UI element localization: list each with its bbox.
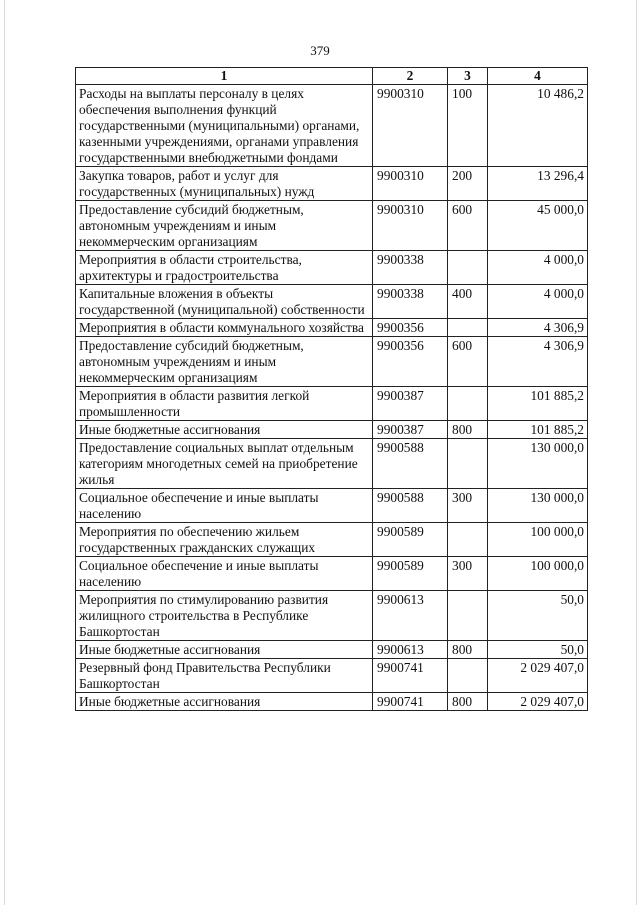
row-amount-cell: 101 885,2 bbox=[488, 421, 588, 439]
row-type-cell: 400 bbox=[448, 285, 488, 319]
row-name-cell: Мероприятия в области строительства, архитектуры и градостроительства bbox=[76, 251, 373, 285]
row-amount-cell: 100 000,0 bbox=[488, 557, 588, 591]
header-row bbox=[76, 68, 588, 85]
page-number: 379 bbox=[310, 43, 330, 58]
row-name-cell: Иные бюджетные ассигнования bbox=[76, 693, 373, 711]
row-amount-cell: 4 306,9 bbox=[488, 337, 588, 387]
row-name-cell: Мероприятия в области развития легкой промышленности bbox=[76, 387, 373, 421]
row-type-cell: 600 bbox=[448, 201, 488, 251]
table-row bbox=[76, 421, 588, 439]
row-amount-cell: 45 000,0 bbox=[488, 201, 588, 251]
table-row bbox=[76, 285, 588, 319]
row-code-cell: 9900588 bbox=[373, 439, 448, 489]
row-name-cell: Социальное обеспечение и иные выплаты населению bbox=[76, 489, 373, 523]
row-type-cell: 800 bbox=[448, 693, 488, 711]
row-name-cell: Предоставление социальных выплат отдельным категориям многодетных семей на приобретение жилья bbox=[76, 439, 373, 489]
table-row bbox=[76, 387, 588, 421]
row-code-cell: 9900338 bbox=[373, 251, 448, 285]
table-row bbox=[76, 201, 588, 251]
table-row bbox=[76, 439, 588, 489]
table-header bbox=[76, 68, 588, 85]
row-type-cell bbox=[448, 387, 488, 421]
row-name-cell: Социальное обеспечение и иные выплаты населению bbox=[76, 557, 373, 591]
scan-left-edge bbox=[4, 0, 5, 905]
row-code-cell: 9900356 bbox=[373, 337, 448, 387]
row-type-cell: 200 bbox=[448, 167, 488, 201]
row-name-cell: Резервный фонд Правительства Республики Башкортостан bbox=[76, 659, 373, 693]
table-row bbox=[76, 557, 588, 591]
row-code-cell: 9900741 bbox=[373, 693, 448, 711]
row-amount-cell: 50,0 bbox=[488, 591, 588, 641]
scan-right-edge bbox=[636, 0, 637, 905]
row-amount-cell: 130 000,0 bbox=[488, 439, 588, 489]
row-amount-cell: 4 000,0 bbox=[488, 251, 588, 285]
table-row bbox=[76, 641, 588, 659]
row-code-cell: 9900310 bbox=[373, 85, 448, 167]
table-row bbox=[76, 591, 588, 641]
row-amount-cell: 50,0 bbox=[488, 641, 588, 659]
row-amount-cell: 100 000,0 bbox=[488, 523, 588, 557]
row-amount-cell: 10 486,2 bbox=[488, 85, 588, 167]
row-type-cell: 800 bbox=[448, 421, 488, 439]
row-type-cell: 300 bbox=[448, 557, 488, 591]
row-code-cell: 9900356 bbox=[373, 319, 448, 337]
header-col-3: 3 bbox=[448, 68, 488, 85]
row-name-cell: Капитальные вложения в объекты государственной (муниципальной) собственности bbox=[76, 285, 373, 319]
table-row bbox=[76, 659, 588, 693]
row-code-cell: 9900588 bbox=[373, 489, 448, 523]
row-name-cell: Мероприятия по стимулированию развития жилищного строительства в Республике Башкортостан bbox=[76, 591, 373, 641]
row-name-cell: Закупка товаров, работ и услуг для государственных (муниципальных) нужд bbox=[76, 167, 373, 201]
row-code-cell: 9900338 bbox=[373, 285, 448, 319]
row-type-cell bbox=[448, 251, 488, 285]
row-code-cell: 9900741 bbox=[373, 659, 448, 693]
row-code-cell: 9900589 bbox=[373, 523, 448, 557]
table-row bbox=[76, 693, 588, 711]
row-name-cell: Мероприятия в области коммунального хозяйства bbox=[76, 319, 373, 337]
row-name-cell: Иные бюджетные ассигнования bbox=[76, 421, 373, 439]
row-code-cell: 9900310 bbox=[373, 201, 448, 251]
table-row bbox=[76, 337, 588, 387]
row-type-cell bbox=[448, 523, 488, 557]
header-col-4: 4 bbox=[488, 68, 588, 85]
table-row bbox=[76, 85, 588, 167]
row-amount-cell: 13 296,4 bbox=[488, 167, 588, 201]
row-name-cell: Предоставление субсидий бюджетным, автономным учреждениям и иным некоммерческим организациям bbox=[76, 337, 373, 387]
row-amount-cell: 2 029 407,0 bbox=[488, 693, 588, 711]
row-name-cell: Мероприятия по обеспечению жильем государственных гражданских служащих bbox=[76, 523, 373, 557]
row-code-cell: 9900613 bbox=[373, 641, 448, 659]
row-code-cell: 9900310 bbox=[373, 167, 448, 201]
budget-table bbox=[75, 67, 588, 711]
row-type-cell bbox=[448, 591, 488, 641]
table-row bbox=[76, 319, 588, 337]
row-amount-cell: 4 000,0 bbox=[488, 285, 588, 319]
row-name-cell: Предоставление субсидий бюджетным, автономным учреждениям и иным некоммерческим организациям bbox=[76, 201, 373, 251]
row-type-cell bbox=[448, 319, 488, 337]
table-row bbox=[76, 251, 588, 285]
row-type-cell: 800 bbox=[448, 641, 488, 659]
header-col-2: 2 bbox=[373, 68, 448, 85]
row-code-cell: 9900387 bbox=[373, 387, 448, 421]
row-type-cell bbox=[448, 659, 488, 693]
row-code-cell: 9900589 bbox=[373, 557, 448, 591]
table-row bbox=[76, 489, 588, 523]
row-amount-cell: 4 306,9 bbox=[488, 319, 588, 337]
row-code-cell: 9900613 bbox=[373, 591, 448, 641]
row-name-cell: Расходы на выплаты персоналу в целях обеспечения выполнения функций государственными (муниципальными) органами, казенными учреждениями, органами управления государственными внебюджетными фондами bbox=[76, 85, 373, 167]
row-amount-cell: 130 000,0 bbox=[488, 489, 588, 523]
table-body bbox=[76, 85, 588, 711]
row-name-cell: Иные бюджетные ассигнования bbox=[76, 641, 373, 659]
row-type-cell: 600 bbox=[448, 337, 488, 387]
row-type-cell: 100 bbox=[448, 85, 488, 167]
row-code-cell: 9900387 bbox=[373, 421, 448, 439]
row-type-cell bbox=[448, 439, 488, 489]
row-amount-cell: 2 029 407,0 bbox=[488, 659, 588, 693]
table-row bbox=[76, 167, 588, 201]
header-col-1: 1 bbox=[76, 68, 373, 85]
table-row bbox=[76, 523, 588, 557]
row-amount-cell: 101 885,2 bbox=[488, 387, 588, 421]
row-type-cell: 300 bbox=[448, 489, 488, 523]
